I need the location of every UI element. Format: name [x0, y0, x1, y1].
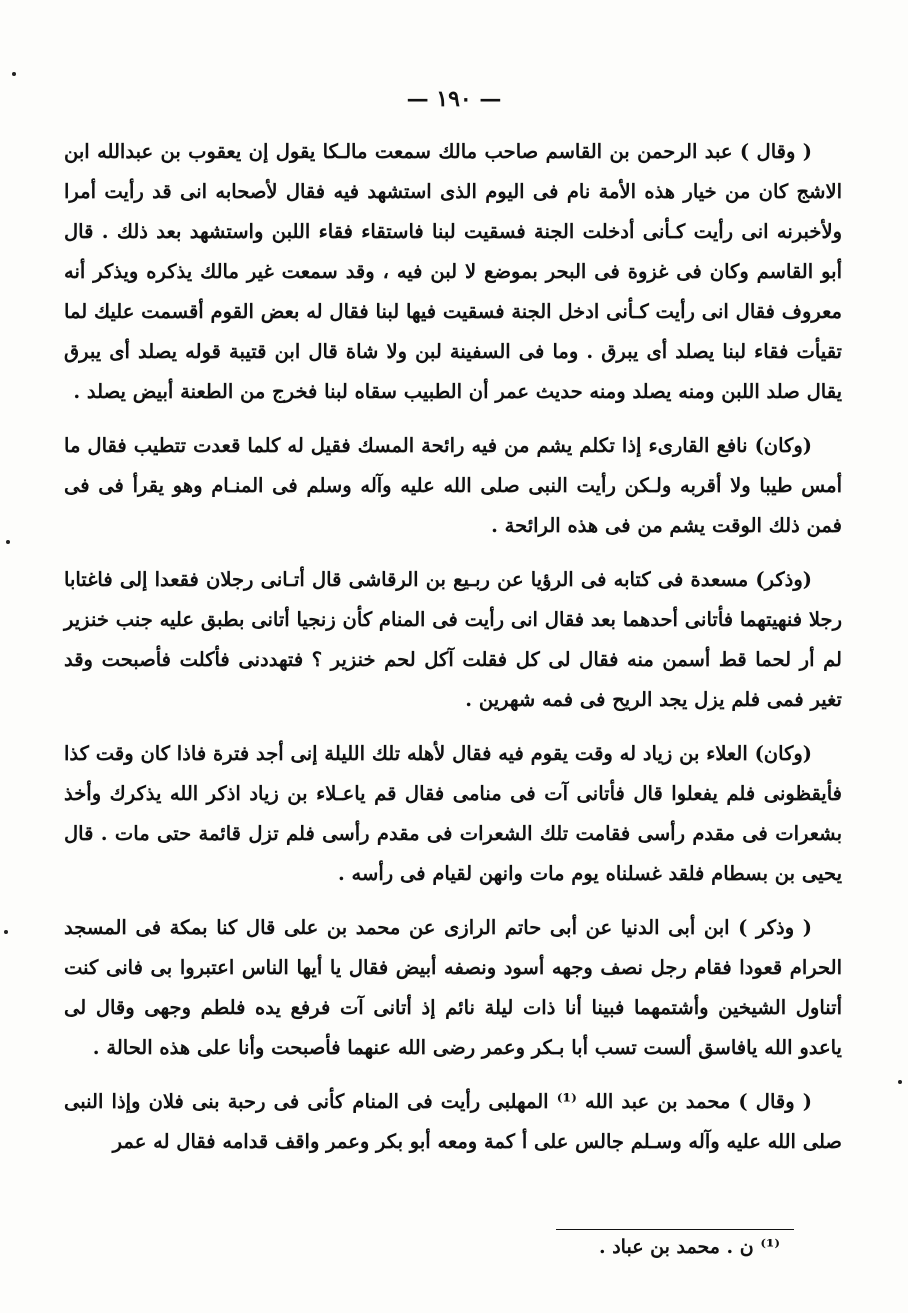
footnote: ⁽¹⁾ ن . محمد بن عباد .	[598, 1236, 780, 1258]
scan-speck	[898, 1080, 902, 1084]
main-text	[64, 132, 842, 1162]
paragraph-3: (وذكر) مسعدة فى كتابه فى الرؤيا عن ربـيع بن الرقاشى قال أتـانى رجلان فقعدا إلى فاغتابا رجلا فنهيتهما فأتانى أحدهما بعد فقال انى رأيت فى المنام كأن زنجيا أتانى بطبق عليه جنب خنزير لم أر لحما قط أسمن منه فقال لى كل فقلت آكل لحم خنزير ؟ فتهددنى فأكلت فأصبحت وقد تغير فمى فلم يزل يجد الريح فى فمه شهرين .	[64, 568, 842, 711]
page-number: — ١٩٠ —	[406, 86, 502, 112]
scan-speck	[6, 540, 10, 544]
footnote-rule	[556, 1229, 794, 1230]
paragraph-4: (وكان) العلاء بن زياد له وقت يقوم فيه فقال لأهله تلك الليلة إنى أجد فترة فاذا كان وقت كذا فأيقظونى فلم يفعلوا قال فأتانى آت فى منامى فقال قم ياعـلاء بن زياد اذكر الله يذكرك وأخذ بشعرات فى مقدم رأسى فقامت تلك الشعرات فى مقدم رأسى فلم تزل قائمة حتى مات . قال يحيى بن بسطام فلقد غسلناه يوم مات وانهن لقيام فى رأسه .	[64, 742, 842, 885]
paragraph-1: ( وقال ) عبد الرحمن بن القاسم صاحب مالك سمعت مالـكا يقول إن يعقوب بن عبدالله ابن الاشج كان من خيار هذه الأمة نام فى اليوم الذى استشهد فيه فقال لأصحابه انى قد رأيت أمرا ولأخبرنه انى رأيت كـأنى أدخلت الجنة فسقيت لبنا فاستقاء فقاء اللبن واستشهد بعد ذلك . قال أبو القاسم وكان فى غزوة فى البحر بموضع لا لبن فيه ، وقد سمعت غير مالك يذكره ويذكر أنه معروف فقال انى رأيت كـأنى ادخل الجنة فسقيت فيها لبنا فقال له بعض القوم أقسمت عليك لما تقيأت فقاء لبنا يصلد أى يبرق . وما فى السفينة لبن ولا شاة قال ابن قتيبة قوله يصلد أى يبرق يقال صلد اللبن ومنه يصلد ومنه حديث عمر أن الطبيب سقاه لبنا فخرج من الطعنة أبيض يصلد .	[64, 140, 842, 403]
paragraph-6: ( وقال ) محمد بن عبد الله ⁽¹⁾ المهلبى رأيت فى المنام كأنى فى رحبة بنى فلان وإذا النبى صلى الله عليه وآله وسـلم جالس على أ كمة ومعه أبو بكر وعمر واقف قدامه فقال له عمر	[64, 1090, 842, 1153]
scan-speck	[12, 72, 16, 76]
scan-speck	[4, 930, 8, 934]
paragraph-5: ( وذكر ) ابن أبى الدنيا عن أبى حاتم الرازى عن محمد بن على قال كنا بمكة فى المسجد الحرام قعودا فقام رجل نصف وجهه أسود ونصفه أبيض فقال يا أيها الناس اعتبروا بى فانى كنت أتناول الشيخين وأشتمهما فبينا أنا ذات ليلة نائم إذ أتانى آت فرفع يده فلطم وجهى وقال لى ياعدو الله يافاسق ألست تسب أبا بـكر وعمر رضى الله عنهما فأصبحت وأنا على هذه الحالة .	[64, 916, 842, 1059]
paragraph-2: (وكان) نافع القارىء إذا تكلم يشم من فيه رائحة المسك فقيل له كلما قعدت تتطيب فقال ما أمس طيبا ولا أقربه ولـكن رأيت النبى صلى الله عليه وآله وسلم فى المنـام وهو يقرأ فى فى فمن ذلك الوقت يشم من فى هذه الرائحة .	[64, 434, 842, 537]
